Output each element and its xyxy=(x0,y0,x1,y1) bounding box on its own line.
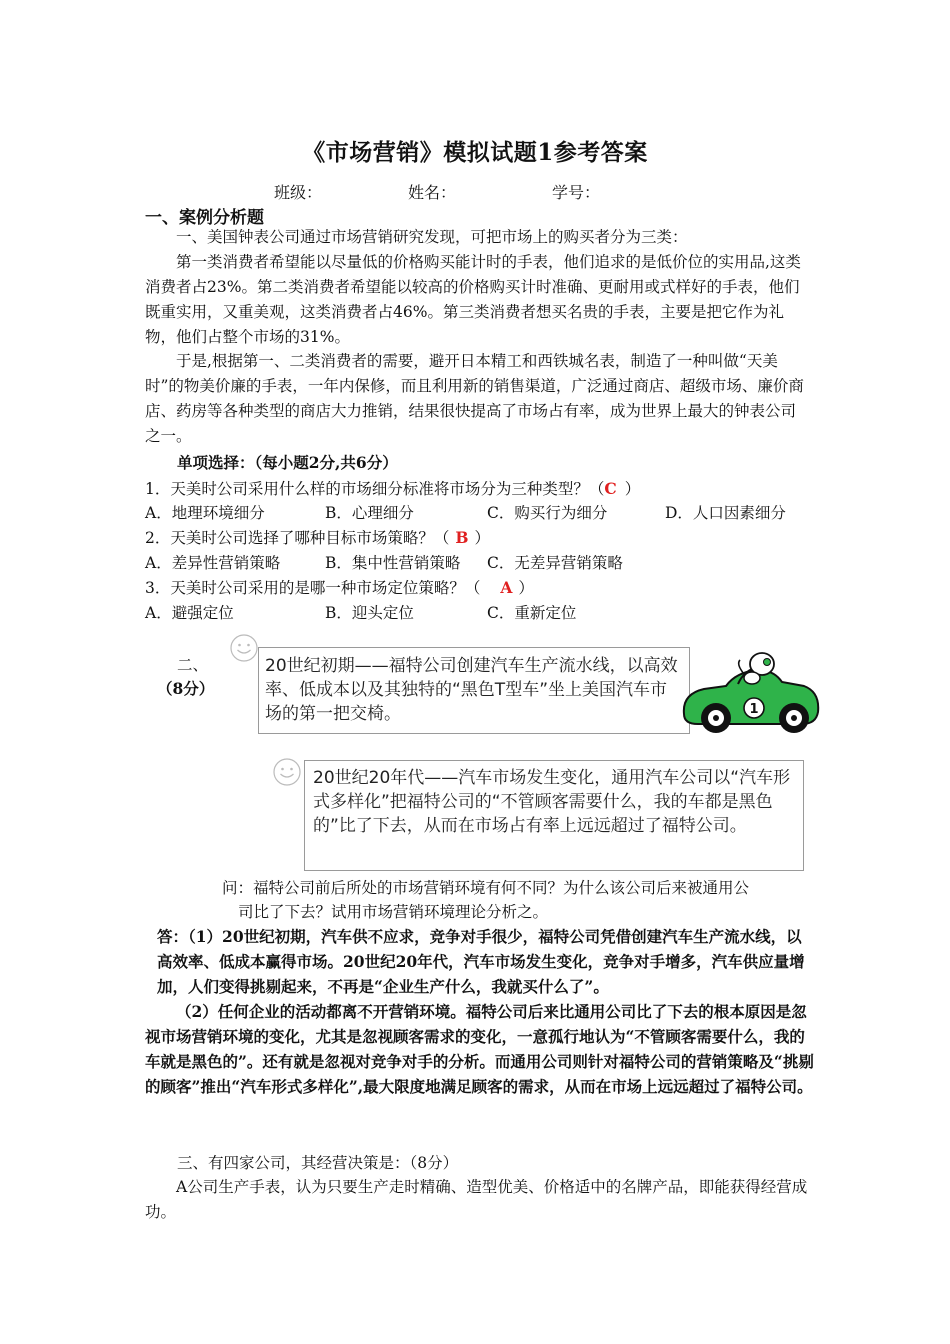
section-heading-case-analysis: 一、案例分析题 xyxy=(145,208,264,228)
section2-label: 二、 xyxy=(177,656,209,674)
race-car-icon xyxy=(678,652,823,737)
q3-option-a: A．避强定位 xyxy=(145,604,234,622)
callout-box-gm: 20世纪20年代——汽车市场发生变化，通用汽车公司以“汽车形式多样化”把福特公司的“不管顾客需要什么，我的车都是黑色的”比了下去，从而在市场占有率上远远超过了福特公司。 xyxy=(304,760,804,871)
question-3-text: 3．天美时公司采用的是哪一种市场定位策略？（ xyxy=(145,579,481,597)
q2-option-c: C．无差异营销策略 xyxy=(487,554,623,572)
question-2-close: ） xyxy=(474,529,490,547)
q2-option-a: A．差异性营销策略 xyxy=(145,554,281,572)
q1-option-a: A．地理环境细分 xyxy=(145,504,265,522)
answer-part-1: 答：（1）20世纪初期，汽车供不应求，竞争对手很少，福特公司凭借创建汽车生产流水线，以高效率、低成本赢得市场。20世纪20年代，汽车市场发生变化，竞争对手增多，汽车供应量增加，人们变得挑剔起来，不再是“企业生产什么，我就买什么了”。 xyxy=(157,927,805,996)
callout-box-ford: 20世纪初期——福特公司创建汽车生产流水线，以高效率、低成本以及其独特的“黑色T型车”坐上美国汽车市场的第一把交椅。 xyxy=(258,647,690,734)
name-label: 姓名： xyxy=(408,183,457,202)
answer-part-2: （2）任何企业的活动都离不开营销环境。福特公司后来比通用公司比了下去的根本原因是忽视市场营销环境的变化，尤其是忽视顾客需求的变化，一意孤行地认为“不管顾客需要什么，我的车就是黑色的”。还有就是忽视对竞争对手的分析。而通用公司则针对福特公司的营销策略及“挑剔的顾客”推出“汽车形式多样化”,最大限度地满足顾客的需求，从而在市场上远远超过了福特公司。 xyxy=(145,1002,814,1096)
question-1-answer: C xyxy=(604,479,617,498)
section3-paragraph-1: A公司生产手表，认为只要生产走时精确、造型优美、价格适中的名牌产品，即能获得经营成功。 xyxy=(145,1178,808,1221)
section2-points: （8分） xyxy=(157,679,215,698)
q1-option-c: C．购买行为细分 xyxy=(487,504,608,522)
question-3-answer: A xyxy=(500,578,513,597)
question-2 xyxy=(145,526,490,548)
question-3 xyxy=(145,576,534,598)
question-3-close: ） xyxy=(518,579,534,597)
question-1-close: ） xyxy=(624,480,641,498)
mc-heading: 单项选择：（每小题2分,共6分） xyxy=(177,453,398,472)
question-1 xyxy=(145,477,640,499)
question-2-text: 2．天美时公司选择了哪种目标市场策略？（ xyxy=(145,529,450,547)
question-line-2: 司比了下去？试用市场营销环境理论分析之。 xyxy=(238,903,549,921)
case-intro: 一、美国钟表公司通过市场营销研究发现，可把市场上的购买者分为三类： xyxy=(176,228,688,246)
q3-option-b: B．迎头定位 xyxy=(325,604,414,622)
q1-option-d: D．人口因素细分 xyxy=(665,504,786,522)
question-line-1: 问：福特公司前后所处的市场营销环境有何不同？为什么该公司后来被通用公 xyxy=(222,879,750,897)
section3-heading: 三、有四家公司，其经营决策是：（8分） xyxy=(177,1154,459,1172)
student-id-label: 学号： xyxy=(552,183,601,202)
car-number: 1 xyxy=(749,702,759,717)
smiley-icon-2 xyxy=(272,757,302,787)
smiley-icon xyxy=(229,633,259,663)
question-1-text: 1．天美时公司采用什么样的市场细分标准将市场分为三种类型？（ xyxy=(145,480,605,498)
question-2-answer: B xyxy=(455,528,469,547)
case-paragraph-2: 于是,根据第一、二类消费者的需要，避开日本精工和西铁城名表，制造了一种叫做“天美时”的物美价廉的手表，一年内保修，而且利用新的销售渠道，广泛通过商店、超级市场、廉价商店、药房等各种类型的商店大力推销，结果很快提高了市场占有率，成为世界上最大的钟表公司之一。 xyxy=(145,352,804,445)
q2-option-b: B．集中性营销策略 xyxy=(325,554,461,572)
case-paragraph-1: 第一类消费者希望能以尽量低的价格购买能计时的手表，他们追求的是低价位的实用品,这类消费者占23%。第二类消费者希望能以较高的价格购买计时准确、更耐用或式样好的手表，他们既重实用，又重美观，这类消费者占46%。第三类消费者想买名贵的手表，主要是把它作为礼物，他们占整个市场的31%。 xyxy=(145,253,801,346)
page-title: 《市场营销》模拟试题1参考答案 xyxy=(302,139,648,166)
q3-option-c: C．重新定位 xyxy=(487,604,577,622)
class-label: 班级： xyxy=(274,183,323,202)
q1-option-b: B．心理细分 xyxy=(325,504,414,522)
